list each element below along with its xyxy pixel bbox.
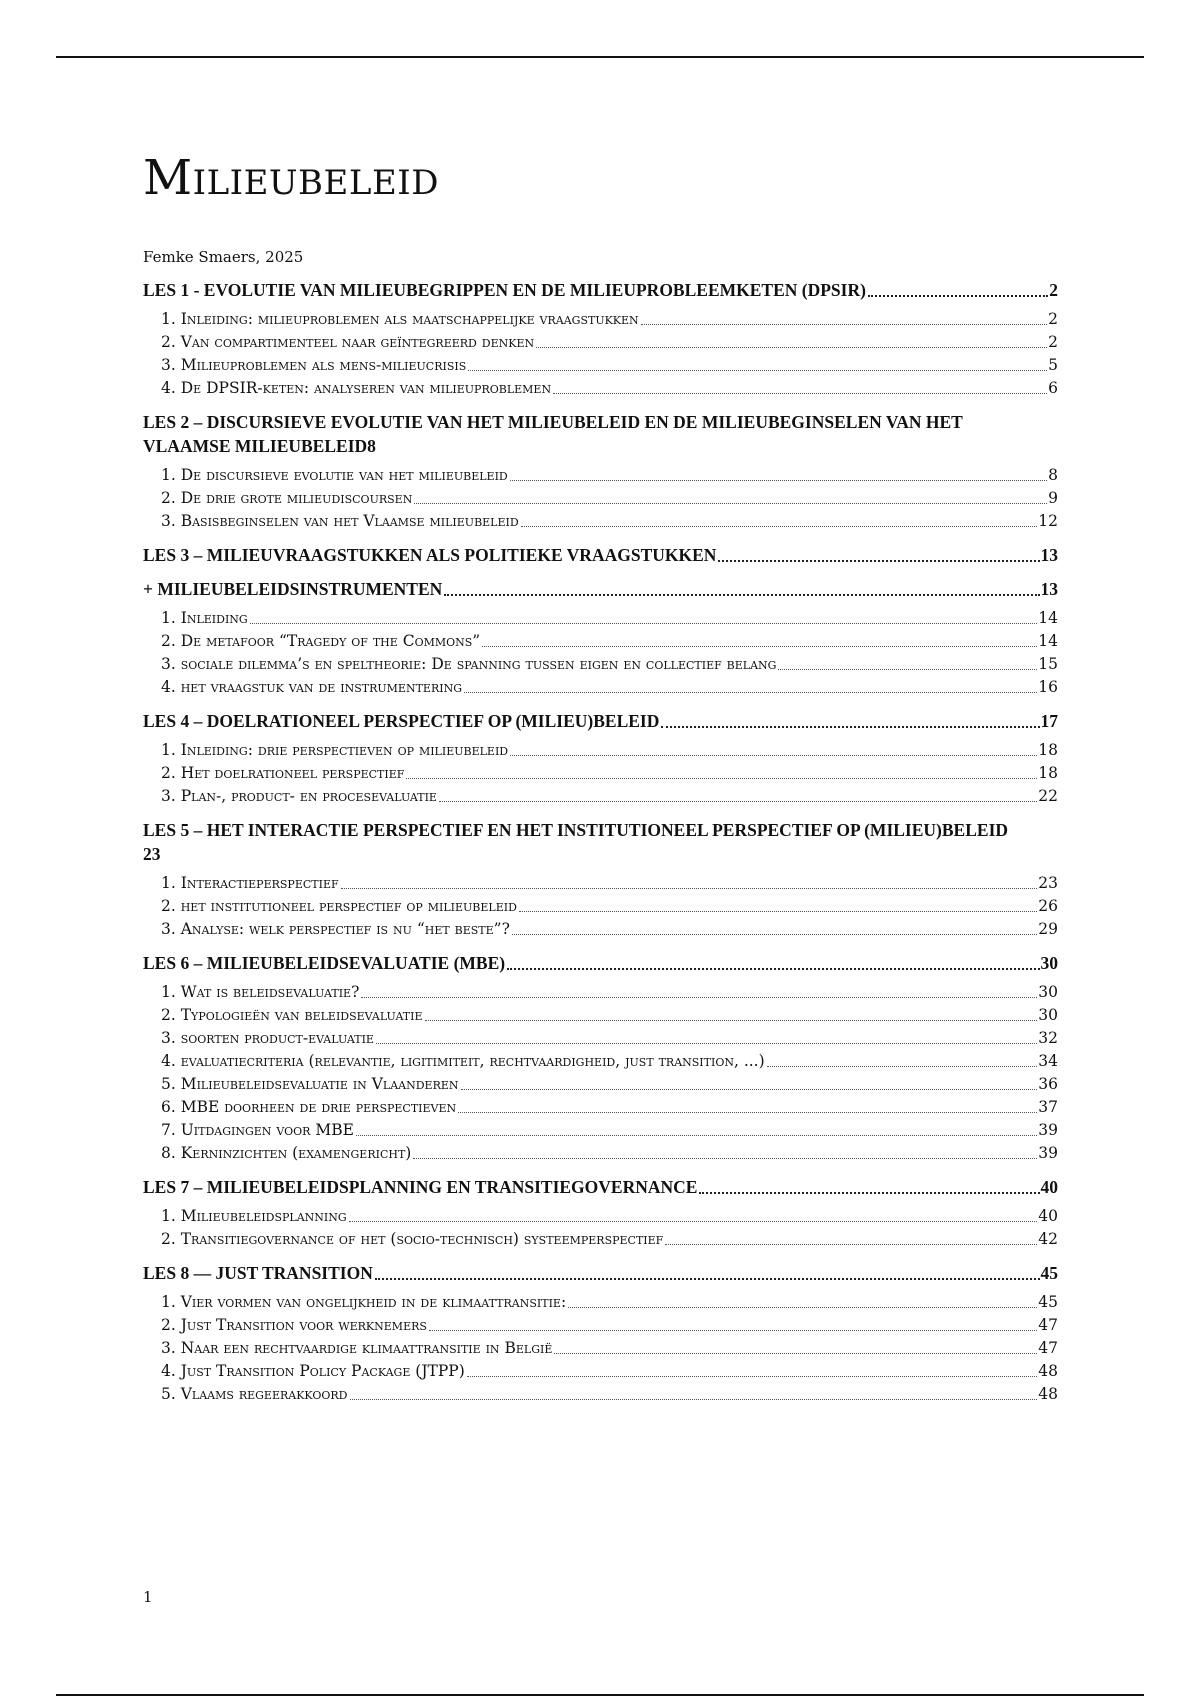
dot-leader xyxy=(718,560,1039,562)
toc-page-number: 22 xyxy=(1038,787,1058,805)
toc-page-number: 29 xyxy=(1038,920,1058,938)
toc-page-number: 14 xyxy=(1038,632,1058,650)
toc-section-title: 2. Just Transition voor werknemers xyxy=(161,1316,427,1334)
toc-section[interactable] xyxy=(143,1205,1058,1228)
top-rule xyxy=(56,56,1144,58)
toc-section-title: 3. Milieuproblemen als mens-milieucrisis xyxy=(161,356,467,374)
toc-chapter-title: LES 8 — JUST TRANSITION xyxy=(143,1263,373,1283)
toc-section[interactable] xyxy=(143,653,1058,676)
dot-leader xyxy=(429,1330,1037,1331)
toc-section[interactable] xyxy=(143,1291,1058,1314)
toc-section-title: 2. het institutioneel perspectief op milieubeleid xyxy=(161,897,517,915)
dot-leader xyxy=(553,393,1047,394)
toc-chapter-3[interactable] xyxy=(143,543,1058,567)
toc-section[interactable] xyxy=(143,1119,1058,1142)
toc-page-number: 47 xyxy=(1038,1316,1058,1334)
dot-leader xyxy=(414,503,1047,504)
toc-chapter-1[interactable] xyxy=(143,278,1058,302)
toc-page-number: 36 xyxy=(1038,1075,1058,1093)
toc-section[interactable] xyxy=(143,762,1058,785)
toc-chapter-title: LES 4 – DOELRATIONEEL PERSPECTIEF OP (MILIEU)BELEID xyxy=(143,711,660,731)
toc-chapter-title: LES 6 – MILIEUBELEIDSEVALUATIE (MBE) xyxy=(143,953,506,973)
toc-section[interactable] xyxy=(143,1027,1058,1050)
toc-chapter-title: LES 5 – HET INTERACTIE PERSPECTIEF EN HET INSTITUTIONEEL PERSPECTIEF OP (MILIEU)BELEID xyxy=(143,820,1009,840)
toc-page-number: 6 xyxy=(1048,379,1058,397)
toc-section[interactable] xyxy=(143,1314,1058,1337)
toc-section[interactable] xyxy=(143,308,1058,331)
toc-section-title: 4. evaluatiecriteria (relevantie, ligitimiteit, rechtvaardigheid, just transition, ...) xyxy=(161,1052,765,1070)
toc-chapter-3-sub[interactable] xyxy=(143,577,1058,601)
toc-page-number: 13 xyxy=(1040,579,1058,599)
toc-section[interactable] xyxy=(143,1050,1058,1073)
dot-leader xyxy=(661,726,1039,728)
dot-leader xyxy=(406,778,1037,779)
dot-leader xyxy=(568,1307,1037,1308)
dot-leader xyxy=(361,997,1037,998)
toc-page-number: 13 xyxy=(1040,545,1058,565)
toc-page-number: 8 xyxy=(367,436,376,456)
toc-section[interactable] xyxy=(143,377,1058,400)
toc-page-number: 40 xyxy=(1040,1177,1058,1197)
toc-page-number: 40 xyxy=(1038,1207,1058,1225)
toc-page-number: 30 xyxy=(1040,953,1058,973)
toc-section-title: 5. Vlaams regeerakkoord xyxy=(161,1385,348,1403)
toc-page-number: 9 xyxy=(1048,489,1058,507)
toc-section-title: 2. De drie grote milieudiscoursen xyxy=(161,489,413,507)
toc-section-title: 1. Interactieperspectief xyxy=(161,874,339,892)
toc-page-number: 39 xyxy=(1038,1121,1058,1139)
toc-page-number: 18 xyxy=(1038,741,1058,759)
author-line: Femke Smaers, 2025 xyxy=(143,248,304,266)
dot-leader xyxy=(425,1020,1038,1021)
toc-section[interactable] xyxy=(143,1228,1058,1251)
document-body xyxy=(143,150,1058,1406)
toc-section[interactable] xyxy=(143,487,1058,510)
dot-leader xyxy=(510,755,1037,756)
dot-leader xyxy=(767,1066,1038,1067)
toc-section-title: 6. MBE doorheen de drie perspectieven xyxy=(161,1098,457,1116)
toc-section-title: 3. sociale dilemma’s en speltheorie: De spanning tussen eigen en collectief belang xyxy=(161,655,777,673)
toc-page-number: 37 xyxy=(1038,1098,1058,1116)
toc-section-title: 3. soorten product-evaluatie xyxy=(161,1029,374,1047)
toc-chapter-5[interactable] xyxy=(143,818,1058,866)
toc-section[interactable] xyxy=(143,1360,1058,1383)
toc-page-number: 30 xyxy=(1038,1006,1058,1024)
toc-section-title: 4. De DPSIR-keten: analyseren van milieuproblemen xyxy=(161,379,552,397)
toc-section[interactable] xyxy=(143,1004,1058,1027)
toc-page-number: 26 xyxy=(1038,897,1058,915)
toc-chapter-7[interactable] xyxy=(143,1175,1058,1199)
toc-section-title: 3. Basisbeginselen van het Vlaamse milieubeleid xyxy=(161,512,519,530)
toc-section-title: 1. Inleiding: drie perspectieven op milieubeleid xyxy=(161,741,509,759)
toc-page-number: 48 xyxy=(1038,1362,1058,1380)
toc-chapter-title: + MILIEUBELEIDSINSTRUMENTEN xyxy=(143,579,443,599)
dot-leader xyxy=(375,1278,1040,1280)
toc-page-number: 2 xyxy=(1048,333,1058,351)
toc-page-number: 23 xyxy=(143,844,161,864)
toc-chapter-title: LES 3 – MILIEUVRAAGSTUKKEN ALS POLITIEKE VRAAGSTUKKEN xyxy=(143,545,717,565)
document-title: Milieubeleid xyxy=(143,150,439,206)
toc-section-title: 1. De discursieve evolutie van het milieubeleid xyxy=(161,466,508,484)
toc-page-number: 2 xyxy=(1049,280,1058,300)
toc-section[interactable] xyxy=(143,1383,1058,1406)
toc-section-title: 4. het vraagstuk van de instrumentering xyxy=(161,678,462,696)
toc-page-number: 5 xyxy=(1048,356,1058,374)
dot-leader xyxy=(536,347,1047,348)
toc-section-title: 1. Wat is beleidsevaluatie? xyxy=(161,983,360,1001)
toc-page-number: 42 xyxy=(1038,1230,1058,1248)
toc-section[interactable] xyxy=(143,676,1058,699)
toc-page-number: 12 xyxy=(1038,512,1058,530)
dot-leader xyxy=(482,646,1037,647)
dot-leader xyxy=(665,1244,1037,1245)
toc-chapter-title-cont: VLAAMSE MILIEUBELEID xyxy=(143,436,368,456)
toc-section-title: 2. Transitiegovernance of het (socio-technisch) systeemperspectief xyxy=(161,1230,664,1248)
dot-leader xyxy=(444,594,1039,596)
dot-leader xyxy=(512,934,1037,935)
toc-section[interactable] xyxy=(143,354,1058,377)
toc-section-title: 7. Uitdagingen voor MBE xyxy=(161,1121,354,1139)
toc-section[interactable] xyxy=(143,981,1058,1004)
toc-section[interactable] xyxy=(143,895,1058,918)
toc-page-number: 34 xyxy=(1038,1052,1058,1070)
dot-leader xyxy=(554,1353,1037,1354)
toc-page-number: 18 xyxy=(1038,764,1058,782)
dot-leader xyxy=(413,1158,1037,1159)
toc-section[interactable] xyxy=(143,1142,1058,1165)
dot-leader xyxy=(507,968,1039,970)
toc-chapter-title: LES 2 – DISCURSIEVE EVOLUTIE VAN HET MILIEUBELEID EN DE MILIEUBEGINSELEN VAN HET xyxy=(143,412,963,432)
dot-leader xyxy=(341,888,1038,889)
toc-section-title: 1. Inleiding xyxy=(161,609,248,627)
dot-leader xyxy=(641,324,1047,325)
toc-chapter-title: LES 1 - EVOLUTIE VAN MILIEUBEGRIPPEN EN DE MILIEUPROBLEEMKETEN (DPSIR) xyxy=(143,280,866,300)
toc-page-number: 48 xyxy=(1038,1385,1058,1403)
toc-page-number: 30 xyxy=(1038,983,1058,1001)
toc-page-number: 47 xyxy=(1038,1339,1058,1357)
toc-section-title: 2. Van compartimenteel naar geïntegreerd denken xyxy=(161,333,535,351)
dot-leader xyxy=(468,370,1047,371)
dot-leader xyxy=(521,526,1038,527)
dot-leader xyxy=(464,692,1037,693)
dot-leader xyxy=(250,623,1038,624)
dot-leader xyxy=(778,669,1037,670)
toc-section-title: 5. Milieubeleidsevaluatie in Vlaanderen xyxy=(161,1075,459,1093)
toc-section[interactable] xyxy=(143,739,1058,762)
toc-chapter-8[interactable] xyxy=(143,1261,1058,1285)
toc-section[interactable] xyxy=(143,331,1058,354)
toc-chapter-title: LES 7 – MILIEUBELEIDSPLANNING EN TRANSITIEGOVERNANCE xyxy=(143,1177,698,1197)
toc-section-title: 3. Plan-, product- en procesevaluatie xyxy=(161,787,437,805)
toc-section-title: 3. Naar een rechtvaardige klimaattransitie in België xyxy=(161,1339,553,1357)
toc-section[interactable] xyxy=(143,630,1058,653)
dot-leader xyxy=(349,1221,1038,1222)
toc-section[interactable] xyxy=(143,785,1058,808)
dot-leader xyxy=(350,1399,1038,1400)
toc-page-number: 16 xyxy=(1038,678,1058,696)
toc-page-number: 39 xyxy=(1038,1144,1058,1162)
toc-chapter-6[interactable] xyxy=(143,951,1058,975)
dot-leader xyxy=(356,1135,1037,1136)
toc-section[interactable] xyxy=(143,1337,1058,1360)
dot-leader xyxy=(439,801,1037,802)
toc-section[interactable] xyxy=(143,918,1058,941)
dot-leader xyxy=(868,295,1048,297)
dot-leader xyxy=(510,480,1047,481)
toc-section[interactable] xyxy=(143,607,1058,630)
toc-page-number: 2 xyxy=(1048,310,1058,328)
toc-section-title: 2. Typologieën van beleidsevaluatie xyxy=(161,1006,423,1024)
toc-section[interactable] xyxy=(143,1096,1058,1119)
toc-page-number: 15 xyxy=(1038,655,1058,673)
toc-section[interactable] xyxy=(143,464,1058,487)
toc-section-title: 1. Inleiding: milieuproblemen als maatschappelijke vraagstukken xyxy=(161,310,639,328)
dot-leader xyxy=(376,1043,1037,1044)
dot-leader xyxy=(461,1089,1038,1090)
dot-leader xyxy=(467,1376,1037,1377)
toc-page-number: 45 xyxy=(1040,1263,1058,1283)
toc-section[interactable] xyxy=(143,1073,1058,1096)
bottom-rule xyxy=(56,1694,1144,1696)
toc-page-number: 8 xyxy=(1048,466,1058,484)
toc-section-title: 2. Het doelrationeel perspectief xyxy=(161,764,405,782)
toc-section[interactable] xyxy=(143,510,1058,533)
toc-section-title: 8. Kerninzichten (examengericht) xyxy=(161,1144,412,1162)
toc-section[interactable] xyxy=(143,872,1058,895)
page-number: 1 xyxy=(143,1588,153,1606)
dot-leader xyxy=(699,1192,1039,1194)
toc-section-title: 2. De metafoor “Tragedy of the Commons” xyxy=(161,632,481,650)
toc-page-number: 14 xyxy=(1038,609,1058,627)
dot-leader xyxy=(458,1112,1037,1113)
dot-leader xyxy=(519,911,1037,912)
toc-page-number: 23 xyxy=(1038,874,1058,892)
toc-section-title: 1. Milieubeleidsplanning xyxy=(161,1207,347,1225)
toc-page-number: 45 xyxy=(1038,1293,1058,1311)
toc-page-number: 32 xyxy=(1038,1029,1058,1047)
table-of-contents xyxy=(143,278,1058,1406)
toc-section-title: 1. Vier vormen van ongelijkheid in de klimaattransitie: xyxy=(161,1293,567,1311)
toc-section-title: 4. Just Transition Policy Package (JTPP) xyxy=(161,1362,465,1380)
toc-chapter-4[interactable] xyxy=(143,709,1058,733)
toc-page-number: 17 xyxy=(1040,711,1058,731)
toc-chapter-2[interactable] xyxy=(143,410,1058,458)
toc-section-title: 3. Analyse: welk perspectief is nu “het beste”? xyxy=(161,920,510,938)
